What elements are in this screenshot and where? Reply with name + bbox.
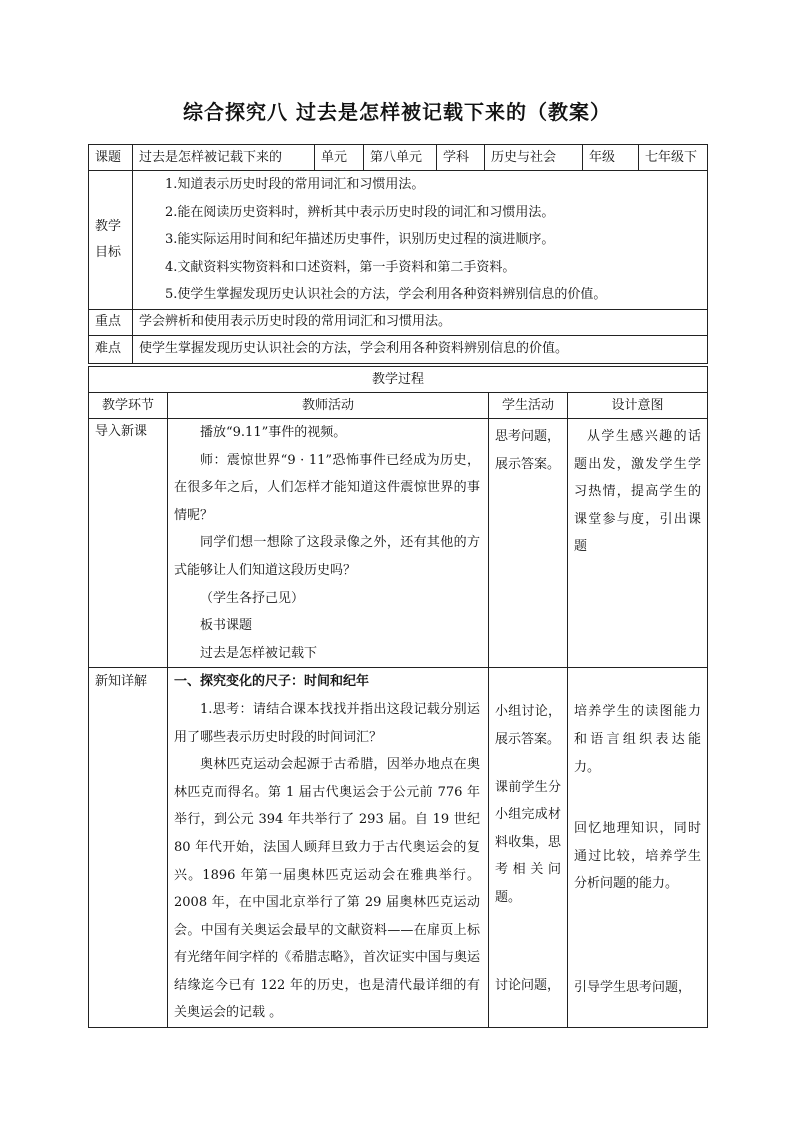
column-header-student: 学生活动: [489, 393, 568, 419]
intro-design-intent: 从学生感兴趣的话题出发，激发学生学习热情，提高学生的课堂参与度，引出课题: [568, 419, 708, 668]
goal-item: 5.使学生掌握发现历史认识社会的方法，学会利用各种资料辨别信息的价值。: [165, 287, 607, 303]
intro-teacher-activity: [168, 419, 489, 668]
unit-label: 单元: [315, 145, 364, 171]
subject-value: 历史与社会: [485, 145, 583, 171]
new-teacher-activity: [168, 668, 489, 1028]
goal-item: 4.文献资料实物资料和口述资料，第一手资料和第二手资料。: [165, 259, 516, 275]
column-header-stage: 教学环节: [89, 393, 168, 419]
new-design-intent: 培养学生的读图能力和语言组织表达能力。 回忆地理知识，同时通过比较，培养学生分析问题的能力。 引导学生思考问题，: [568, 668, 708, 1028]
difficult-value: 使学生掌握发现历史认识社会的方法，学会利用各种资料辨别信息的价值。: [133, 335, 708, 363]
lesson-value: 过去是怎样被记载下来的: [133, 145, 315, 171]
process-header: 教学过程: [89, 367, 708, 393]
section-heading: 一、探究变化的尺子：时间和纪年: [174, 674, 370, 690]
teacher-line: 1.思考：请结合课本找找并指出这段记载分别运用了哪些表示历史时段的时间词汇？: [174, 701, 480, 745]
goal-item: 1.知道表示历史时段的常用词汇和习惯用法。: [165, 177, 425, 192]
key-value: 学会辨析和使用表示历史时段的常用词汇和习惯用法。: [133, 309, 708, 335]
goals-label: 教学目标: [89, 171, 133, 310]
goal-item: 2.能在阅读历史资料时，辨析其中表示历史时段的词汇和习惯用法。: [165, 204, 555, 220]
lesson-info-table: [88, 144, 708, 364]
goals-list: [133, 171, 708, 310]
new-stage: 新知详解: [89, 668, 168, 1028]
new-student-activity: 小组讨论，展示答案。 课前学生分小组完成材料收集，思考相关问题。 讨论问题，: [489, 668, 568, 1028]
lesson-label: 课题: [89, 145, 133, 171]
grade-value: 七年级下: [639, 145, 708, 171]
teacher-line: 过去是怎样被记载下: [200, 645, 318, 661]
page-title: 综合探究八 过去是怎样被记载下来的（教案）: [183, 100, 611, 124]
teacher-line: 板书课题: [200, 618, 253, 634]
teacher-line: 师：震惊世界“9 · 11”恐怖事件已经成为历史，在很多年之后，人们怎样才能知道这件震惊世界的事情呢？: [174, 452, 480, 523]
column-header-design: 设计意图: [568, 393, 708, 419]
teacher-line: （学生各抒己见）: [200, 590, 305, 606]
teacher-line: 奥林匹克运动会起源于古希腊，因举办地点在奥林匹克而得名。第 1 届古代奥运会于公元前 776 年举行，到公元 394 年共举行了 293 届。自 19 世纪 80 年代开始，法国人顾拜旦致力于古代奥运会的复兴。1896 年第一届奥林匹克运动会在雅典举行。2008 年，在中国北京举行了第 29 届奥林匹克运动会。中国有关奥运会最早的文献资料——在扉页上标有光绪年间字样的《希腊志略》，首次证实中国与奥运结缘迄今已有 122 年的历史，也是清代最详细的有关奥运会的记载 。: [174, 757, 480, 1021]
intro-student-activity: 思考问题，展示答案。: [489, 419, 568, 668]
difficult-label: 难点: [89, 335, 133, 363]
unit-value: 第八单元: [364, 145, 437, 171]
column-header-teacher: 教师活动: [168, 393, 489, 419]
teaching-process-table: [88, 366, 708, 1028]
teacher-line: 同学们想一想除了这段录像之外，还有其他的方式能够让人们知道这段历史吗？: [174, 535, 480, 578]
key-label: 重点: [89, 309, 133, 335]
subject-label: 学科: [437, 145, 485, 171]
goal-item: 3.能实际运用时间和纪年描述历史事件，识别历史过程的演进顺序。: [165, 232, 555, 248]
grade-label: 年级: [583, 145, 639, 171]
intro-stage: 导入新课: [89, 419, 168, 668]
teacher-line: 播放“9.11”事件的视频。: [200, 425, 347, 440]
